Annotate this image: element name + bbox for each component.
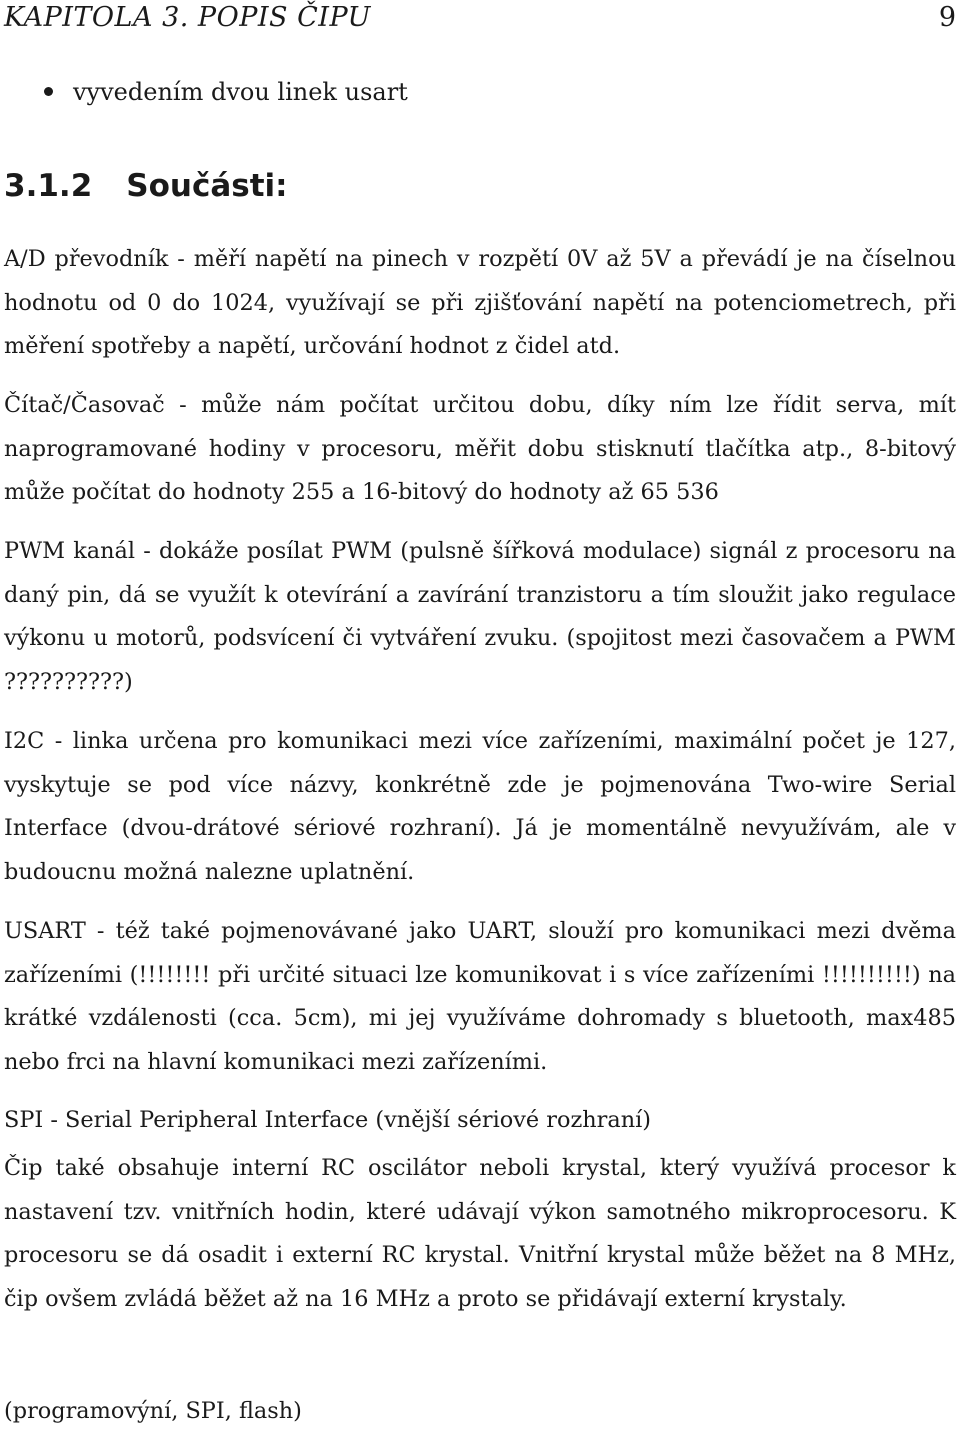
paragraph-spi: SPI - Serial Peripheral Interface (vnější sériové rozhraní) [4, 1107, 652, 1133]
section-number: 3.1.2 [4, 168, 93, 204]
chapter-title: KAPITOLA 3. POPIS ČIPU [4, 2, 371, 33]
section-title: Součásti: [126, 168, 288, 204]
page-number: 9 [938, 2, 956, 33]
section-heading [4, 164, 288, 208]
paragraph-programming-note: (programovýní, SPI, flash) [4, 1398, 302, 1424]
paragraph-i2c: I2C - linka určena pro komunikaci mezi více zařízeními, maximální počet je 127, vyskytuje se pod více názvy, konkrétně zde je pojmenována Two-wire Serial Interface (dvou-drátové sériové rozhraní). Já je momentálně nevyužívám, ale v budoucnu možná nalezne uplatnění. [4, 728, 956, 885]
running-head [4, 0, 956, 40]
bullet-list-item [44, 74, 408, 110]
paragraph-timer-counter: Čítač/Časovač - může nám počítat určitou dobu, díky ním lze řídit serva, mít naprogramované hodiny v procesoru, měřit dobu stisknutí tlačítka atp., 8-bitový může počítat do hodnoty 255 a 16-bitový do hodnoty až 65 536 [4, 392, 956, 505]
bullet-icon [44, 87, 53, 96]
paragraph-usart: USART - též také pojmenovávané jako UART, slouží pro komunikaci mezi dvěma zařízeními (!!!!!!!! při určité situaci lze komunikovat i s více zařízeními !!!!!!!!!!) na krátké vzdálenosti (cca. 5cm), mi jej využíváme dohromady s bluetooth, max485 nebo frci na hlavní komunikaci mezi zařízeními. [4, 918, 956, 1075]
bullet-text: vyvedením dvou linek usart [73, 78, 408, 106]
paragraph-ad-converter: A/D převodník - měří napětí na pinech v rozpětí 0V až 5V a převádí je na číselnou hodnotu od 0 do 1024, využívají se při zjišťování napětí na potenciometrech, při měření spotřeby a napětí, určování hodnot z čidel atd. [4, 246, 956, 359]
paragraph-pwm: PWM kanál - dokáže posílat PWM (pulsně šířková modulace) signál z procesoru na daný pin, dá se využít k otevírání a zavírání tranzistoru a tím sloužit jako regulace výkonu u motorů, podsvícení či vytváření zvuku. (spojitost mezi časovačem a PWM ??????????) [4, 538, 956, 695]
paragraph-oscillator: Čip také obsahuje interní RC oscilátor neboli krystal, který využívá procesor k nastavení tzv. vnitřních hodin, které udávají výkon samotného mikroprocesoru. K procesoru se dá osadit i externí RC krystal. Vnitřní krystal může běžet na 8 MHz, čip ovšem zvládá běžet až na 16 MHz a proto se přidávají externí krystaly. [4, 1155, 956, 1312]
